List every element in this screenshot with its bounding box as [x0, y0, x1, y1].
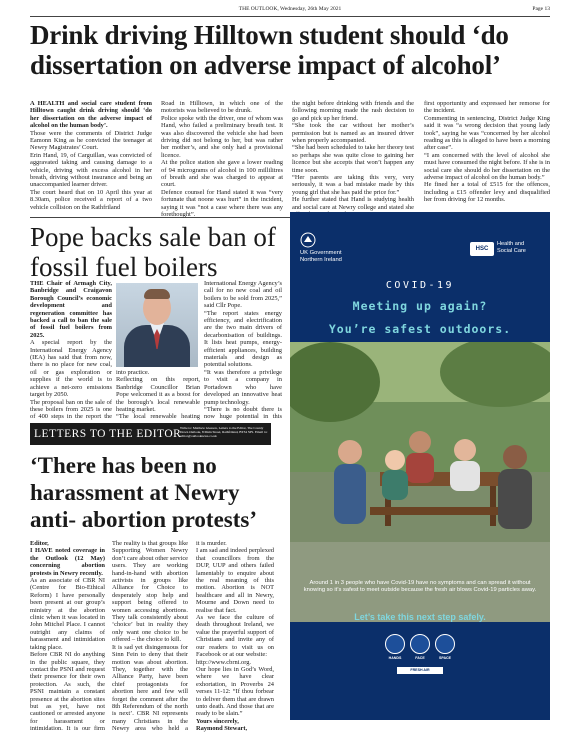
article1-paragraph: the night before drinking with friends and the following morning made the rash decision to go and pick up her friend. [292, 100, 414, 122]
article1-paragraph: “Her parents are taking this very, very seriously, it was a bad mistake made by this young girl that she has paid the price for.” [292, 174, 414, 196]
issue-date: THE OUTLOOK, Wednesday, 26th May 2021 [238, 6, 342, 12]
letter-signoff: Yours sincerely, [196, 717, 239, 725]
covid-caption: Around 1 in 3 people who have Covid-19 have no symptoms and can spread it without knowing so it’s safest to meet outside because the fresh air blows Covid-19 particles away. [303, 580, 537, 594]
header-rule [30, 16, 550, 17]
article1-paragraph: He fined her a total of £515 for the offences, including a £15 offender levy and disqualified her from driving for 12 months. [424, 181, 550, 204]
article1-column-4 [424, 100, 550, 218]
article2-paragraph: “There is no doubt there is now huge potential in this [204, 405, 282, 420]
letter-paragraph: I HAVE noted coverage in the Outlook (12 May) concerning abortion protests in Newry recently. [30, 547, 105, 577]
letter-paragraph: Editor, [30, 540, 49, 547]
letter-paragraph: It is sad yet disingenuous for Sinn Fein to deny that their motion was about abortion. They, together with the Alliance Party, have been chief protagonists for abortion here and few will forget the comment after the 8th Referendum of the north is next’. CBR NI represents many Christians in the Newry area who held a [112, 643, 188, 732]
article1-paragraph: A HEALTH and social care student from Hilltown caught drink driving should ‘do her dissertation on the adverse impact of alcohol on the human body’. [30, 100, 152, 130]
hsc-label: Health and Social Care [497, 241, 526, 254]
article1-paragraph: “I am concerned with the level of alcohol she must have consumed the night before. If she is in social care she should do her dissertation on the adverse impact of alcohol on the human body.” [424, 151, 550, 182]
article1-paragraph: Defence counsel for Hand stated it was “very fortunate that noone was hurt” in the incident, saying it was “not a case where there was any forethought”. [161, 188, 283, 218]
article1-paragraph: Police spoke with the driver, one of whom was Hand, who failed a preliminary breath test. It was also discovered the vehicle she had been driving did not belong to her, but was rather her mother’s, and she only had a provisional licence. [161, 114, 283, 159]
fresh-air-badge: FRESH AIR [397, 667, 443, 674]
hsc-logo: HSC [470, 242, 494, 256]
article2-paragraph: “It was therefore a privilege to visit a company in Portadown who have developed an innovative heat pump technology. [204, 368, 282, 406]
hands-icon [385, 634, 405, 654]
article2-column-2 [116, 369, 200, 421]
article1-paragraph: He further stated that Hand is studying health and social care at Newry college and stated she [292, 196, 414, 211]
article1-paragraph: Erin Hand, 19, of Carguillan, was convicted of aggravated taking and causing damage to a vehicle, driving with excess alcohol in her breath, driving without insurance and being an unaccompanied learner driver. [30, 151, 152, 189]
article1-column-1 [30, 100, 152, 218]
letter-paragraph: Before CBR NI do anything in the public square, they contact the PSNI and request their presence for their own protection. As such, the PSNI maintain a constant presence at the abortion sites but as yet, have not cautioned or arrested anyone for harassment or intimidation. It is our firm [30, 651, 105, 732]
article1-column-3 [292, 100, 414, 218]
article-headline-pope: Pope backs sale ban of fossil fuel boilers [30, 222, 276, 282]
article1-paragraph: Those were the comments of District Judge Eamonn King as he convicted the teenager at Newry Magistrates’ Court. [30, 129, 152, 152]
space-icon [435, 634, 455, 654]
letter-paragraph: As we face the culture of death throughout Ireland, we value the prayerful support of Christians and invite any of our readers to visit us on Facebook or at our website: [196, 614, 274, 659]
article-headline-drink-driving: Drink driving Hilltown student should ‘do dissertation on adverse impact of alcohol’ [30, 20, 509, 80]
article2-paragraph: “The report states energy efficiency, and electrification are the two main drivers of decarbonisation of buildings. It lists heat pumps, energy-efficient appliances, building materials and design as potential solutions. [204, 309, 282, 369]
article2-paragraph: International Energy Agency’s call for no new coal and oil boilers to be sold from 2025,” said Cllr Pope. [204, 280, 282, 310]
page-number: Page 13 [532, 6, 550, 12]
article1-paragraph: Commenting in sentencing, District Judge King said it was “a wrong decision that young lady took”, saying he was “concerned by her alcohol reading as this is alleged to have been a morning after case”. [424, 114, 550, 152]
article2-paragraph: THE Chair of Armagh City, Banbridge and Craigavon Borough Council’s economic development and regeneration committee has backed a call to ban the sale of fossil fuel boilers from 2025. [30, 280, 112, 339]
article1-column-2 [161, 100, 283, 218]
article2-paragraph: A special report by the International Energy Agency (IEA) has said that from now, there is no place for new coal, oil or gas exploration or supplies if the world is to achieve a net-zero emissions target by 2050. [30, 339, 112, 399]
meeting-up-heading: Meeting up again? [352, 299, 488, 313]
article1-paragraph: first opportunity and expressed her remorse for the incident. [424, 100, 550, 115]
hands-label: HANDS [388, 656, 402, 660]
letter-headline: ‘There has been no harassment at Newry anti- abortion protests’ [30, 453, 258, 532]
uk-government-crest-icon [300, 232, 316, 248]
article2-paragraph: “The local renewable heating [116, 413, 200, 421]
letter-paragraph: http://www.cbrni.org. [196, 658, 252, 666]
article2-paragraph: into practice. [116, 369, 150, 376]
safest-outdoors-heading: You’re safest outdoors. [328, 322, 512, 336]
face-icon [410, 634, 430, 654]
letters-to-editor-bar [30, 423, 271, 445]
letter-column-3 [196, 540, 274, 732]
letter-paragraph: I am sad and indeed perplexed that councillors from the DUP, UUP and others failed lamentably to enquire about the real meaning of this motion. Abortion is NOT healthcare and all in Newry, Mourne and Down need to realise that fact. [196, 547, 274, 614]
page-header [30, 6, 550, 16]
letter-paragraph: it is murder. [196, 540, 227, 547]
article1-paragraph: At the police station she gave a lower reading of 94 micrograms of alcohol in 100 millilitres of breath and she was charged to appear at court. [161, 159, 283, 189]
article2-paragraph: The proposal ban on the sale of these boilers from 2025 is one of 400 steps in the report the [30, 398, 112, 420]
letter-column-2 [112, 540, 188, 732]
article2-column-1 [30, 280, 112, 420]
space-label: SPACE [438, 656, 452, 660]
letter-column-1 [30, 540, 105, 732]
article1-paragraph: The court heard that on 10 April this year at 8.30am, police received a report of a two vehicle collision on the Rathfriland [30, 188, 152, 211]
article1-paragraph: “She took the car without her mother’s permission but is named as an insured driver when properly accompanied. [292, 122, 414, 145]
letters-bar-label: LETTERS TO THE EDITOR [34, 428, 182, 440]
letter-author: Raymond Stewart, [196, 725, 248, 732]
take-next-step-slogan: Let’s take this next step safely. [354, 612, 486, 622]
hands-face-space-icons [385, 634, 455, 668]
letters-contact-info: Write to: Matthew Gleeson, Letters to the Editor, The County Down Outlook, 8 Main Street, Rathfriland, BT34 5PS. Email to: editor@outlooknews.co.uk [180, 426, 268, 439]
uk-government-label: UK Government Northern Ireland [300, 250, 342, 263]
letter-paragraph: Our hope lies in God’s Word, where we have clear exhortation, in Proverbs 24 verses 11-12: “If thou forbear to deliver them that are drawn unto death. And those that are ready to be slain.” [196, 665, 274, 718]
letter-paragraph: The reality is that groups like Supporting Women Newry don’t care about other service users. They are working hand-in-hand with abortion activists in groups like Alliance for Choice to desperately stop help and support being offered to women accessing abortions. They talk consistently about ‘choice’ but in reality they only want one choice to be offered – the choice to kill. [112, 540, 188, 644]
article1-paragraph: Road in Hilltown, in which one of the motorists was believed to be drunk. [161, 100, 283, 115]
councillor-photo [116, 283, 198, 367]
article2-column-3 [204, 280, 282, 420]
covid-title: COVID-19 [385, 280, 455, 291]
face-label: FACE [415, 656, 425, 660]
article1-paragraph: “She had been scheduled to take her theory test so perhaps she was quite close to gaining her licence but she accepts that won’t happen any time soon. [292, 144, 414, 174]
covid-advert [290, 212, 550, 720]
letter-paragraph: As an associate of CBR NI (Centre for Bio-Ethical Reform) I have personally been present at our group’s ministry at the abortion clinic when it was located in John Mitchel Place. I cannot outright any claims of harassment and intimidation taking place. [30, 577, 105, 651]
article2-paragraph: Reflecting on this report, Banbridge Councillor Brian Pope welcomed it as a boost for the borough’s local renewable heating market. [116, 376, 200, 414]
